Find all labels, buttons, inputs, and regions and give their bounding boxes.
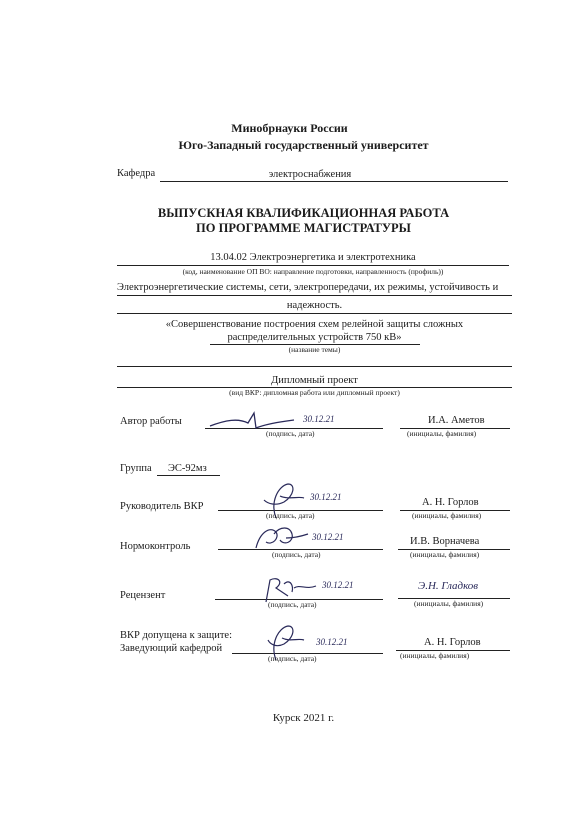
normcontrol-sign-caption: (подпись, дата) (272, 550, 321, 559)
work-type-caption: (вид ВКР: дипломная работа или дипломный проект) (229, 388, 400, 397)
university-heading: Юго-Западный государственный университет (178, 138, 429, 152)
profile-underline1 (117, 295, 512, 296)
admission-name: А. Н. Горлов (424, 637, 481, 648)
city-year: Курск 2021 г. (272, 712, 335, 724)
direction-underline (117, 265, 509, 266)
profile-line2: надежность. (286, 300, 343, 311)
reviewer-sign-caption: (подпись, дата) (268, 600, 317, 609)
normcontrol-label: Нормоконтроль (120, 541, 191, 552)
document-title-line2: ПО ПРОГРАММЕ МАГИСТРАТУРЫ (196, 221, 411, 235)
admission-sign-caption: (подпись, дата) (268, 654, 317, 663)
reviewer-name: Э.Н. Гладков (418, 580, 479, 592)
department-label: Кафедра (117, 168, 156, 179)
admission-sign-date: 30.12.21 (316, 637, 348, 647)
group-label: Группа (120, 463, 152, 474)
reviewer-label: Рецензент (120, 590, 166, 601)
department-value: электроснабжения (268, 169, 352, 180)
supervisor-name-caption: (инициалы, фамилия) (412, 511, 482, 520)
document-title-line1: ВЫПУСКНАЯ КВАЛИФИКАЦИОННАЯ РАБОТА (157, 206, 450, 220)
supervisor-label: Руководитель ВКР (120, 501, 204, 512)
supervisor-sign-caption: (подпись, дата) (266, 511, 315, 520)
reviewer-name-caption: (инициалы, фамилия) (414, 599, 484, 608)
author-sign-caption: (подпись, дата) (266, 429, 315, 438)
admission-name-caption: (инициалы, фамилия) (400, 651, 470, 660)
author-label: Автор работы (120, 416, 182, 427)
author-sign-date: 30.12.21 (303, 414, 335, 424)
direction-caption: (код, наименование ОП ВО: направление подготовки, направленность (профиль)) (182, 267, 444, 276)
author-name-caption: (инициалы, фамилия) (407, 429, 477, 438)
group-underline (157, 475, 220, 476)
admission-label: ВКР допущена к защите: (120, 630, 232, 641)
topic-line1: «Совершенствование построения схем релейной защиты сложных (165, 319, 464, 330)
direction-value: 13.04.02 Электроэнергетика и электротехника (210, 252, 416, 263)
profile-line1: Электроэнергетические системы, сети, электропередачи, их режимы, устойчивость и (117, 282, 499, 293)
topic-line2: распределительных устройств 750 кВ» (227, 332, 402, 343)
topic-blank-line (117, 366, 512, 367)
supervisor-sign-date: 30.12.21 (310, 492, 342, 502)
ministry-heading: Минобрнауки России (231, 121, 348, 135)
work-type-value: Дипломный проект (271, 375, 358, 386)
normcontrol-name-caption: (инициалы, фамилия) (410, 550, 480, 559)
author-name: И.А. Аметов (428, 415, 485, 426)
reviewer-sign-date: 30.12.21 (322, 580, 354, 590)
normcontrol-name: И.В. Ворначева (410, 536, 480, 547)
head-of-department-label: Заведующий кафедрой (120, 643, 223, 654)
department-underline (160, 181, 508, 182)
normcontrol-sign-date: 30.12.21 (312, 532, 344, 542)
supervisor-name: А. Н. Горлов (422, 497, 479, 508)
profile-underline2 (117, 313, 512, 314)
group-value: ЭС-92мз (168, 463, 207, 474)
topic-caption: (название темы) (288, 345, 341, 354)
